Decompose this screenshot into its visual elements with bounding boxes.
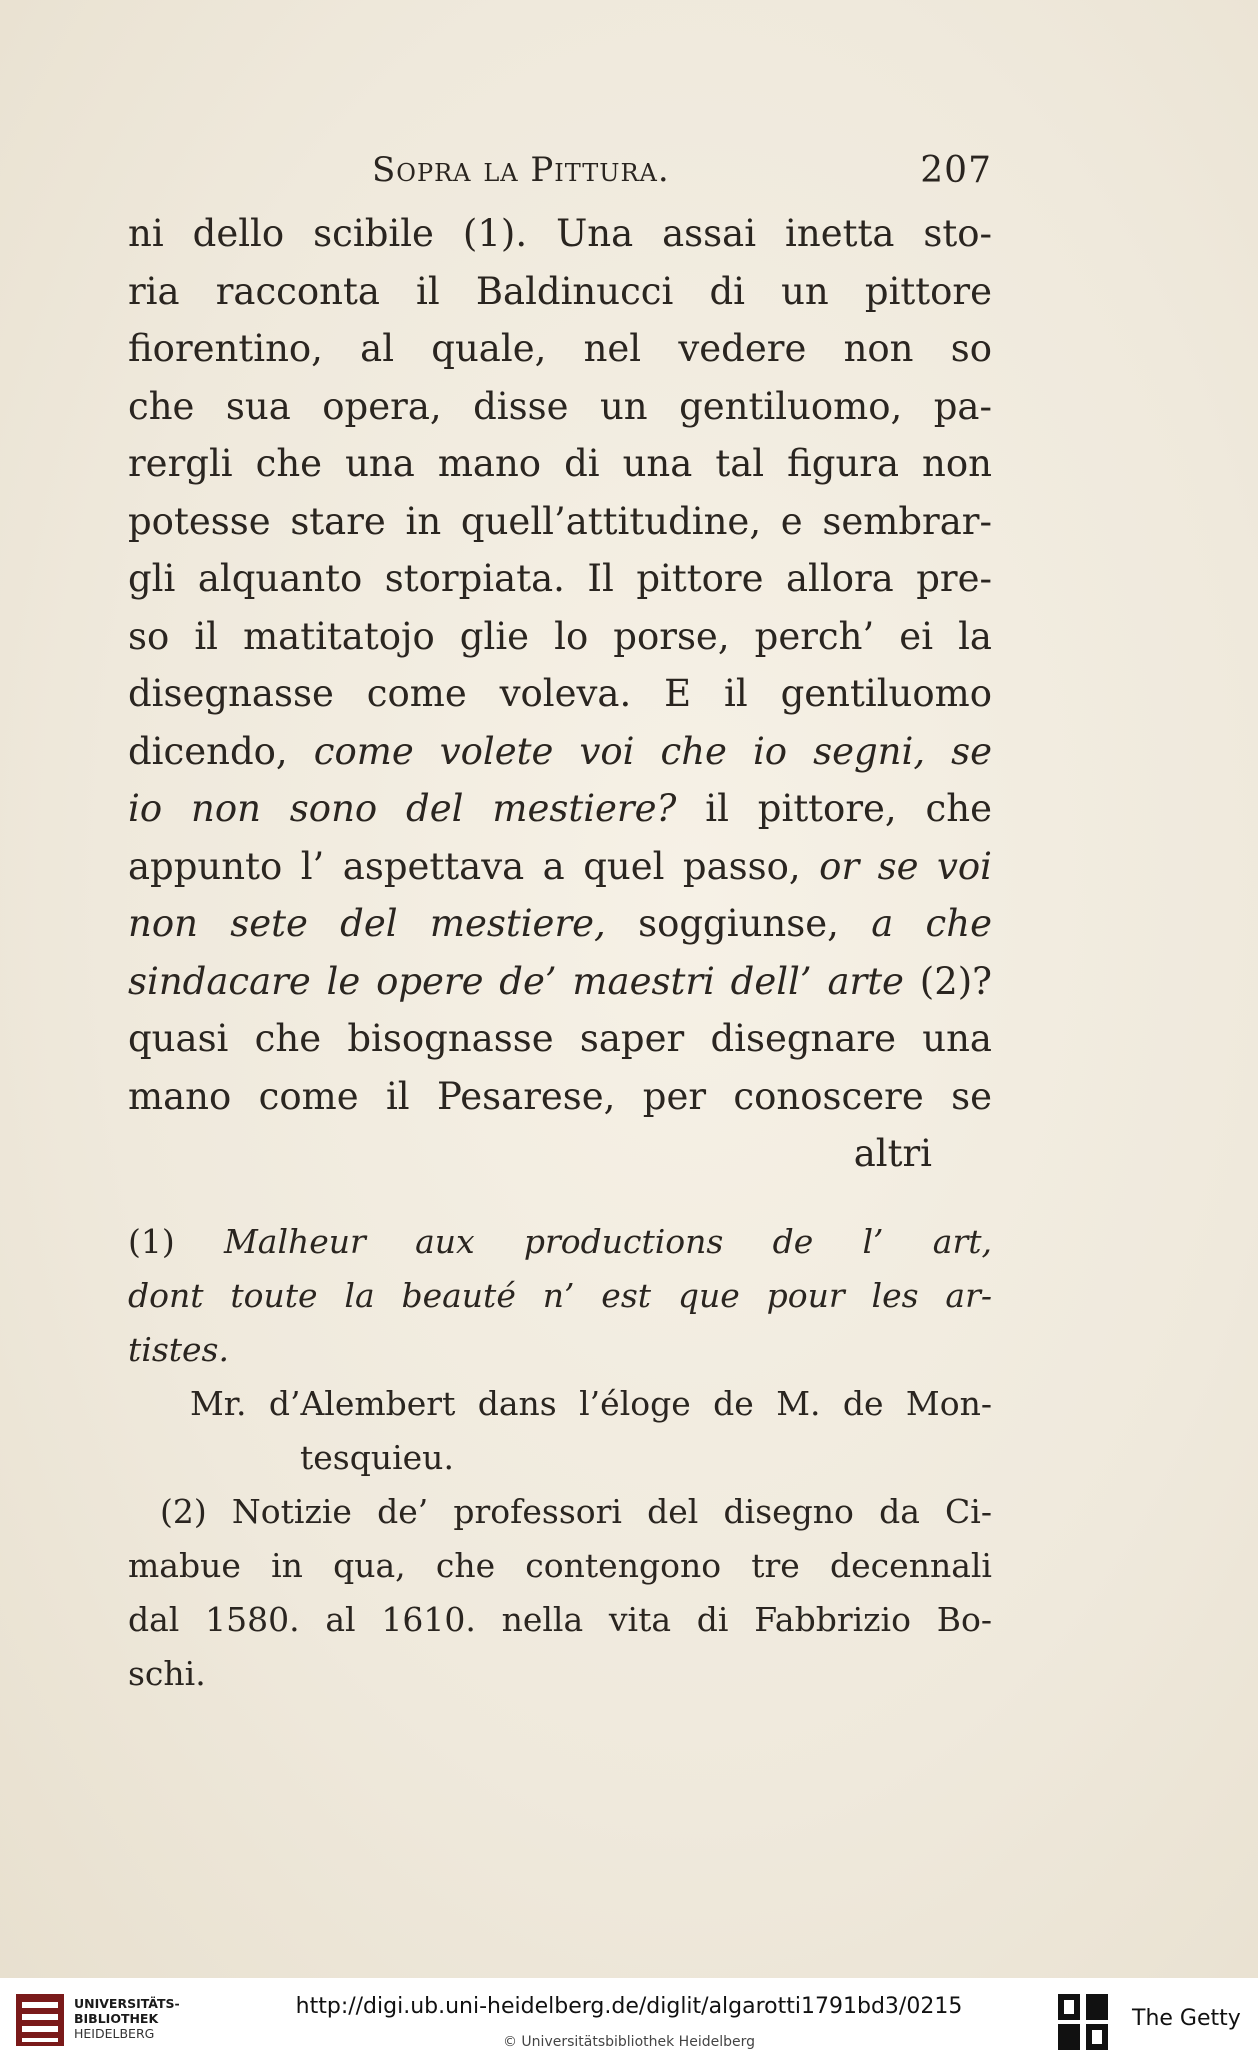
text-line: [128, 895, 992, 953]
getty-logo-icon: [1056, 1992, 1112, 2052]
text-line: [128, 723, 992, 781]
text-line: quasi che bisognasse saper disegnare una: [128, 1017, 992, 1060]
text-line: ria racconta il Baldinucci di un pittore: [128, 269, 992, 313]
footnote-line: [128, 1215, 992, 1269]
text-line: gli alquanto storpiata. Il pittore allora pre-: [128, 557, 992, 600]
italic-text: Malheur aux productions de l’ art,: [224, 1222, 992, 1261]
footnote-line: schi.: [128, 1654, 206, 1693]
italic-text: io non sono del mestiere?: [128, 787, 677, 830]
text-line: mano come il Pesarese, per conoscere se: [128, 1074, 992, 1118]
italic-text: tistes.: [128, 1330, 229, 1369]
footnote-line: (2) Notizie de’ professori del disegno da Ci-: [160, 1492, 992, 1531]
plain-text: soggiunse,: [638, 902, 839, 945]
text-line: che sua opera, disse un gentiluomo, pa-: [128, 384, 992, 428]
plain-text: dicendo,: [128, 729, 288, 773]
footnote-line: dal 1580. al 1610. nella vita di Fabbrizio Bo-: [128, 1600, 992, 1639]
library-line: HEIDELBERG: [74, 2026, 155, 2041]
text-line: [128, 780, 992, 838]
getty-name: The Getty: [1132, 2006, 1241, 2031]
footnote-line: mabue in qua, che contengono tre decennali: [128, 1546, 992, 1585]
plain-text: appunto l’ aspettava a quel passo,: [128, 844, 801, 888]
italic-text: sindacare le opere de’ maestri dell’ arte: [128, 959, 904, 1003]
text-line: potesse stare in quell’attitudine, e sembrar-: [128, 499, 992, 543]
library-line: BIBLIOTHEK: [74, 2011, 159, 2026]
footnote-line: [128, 1323, 992, 1377]
footnote-line: [128, 1269, 992, 1323]
page-header: [372, 150, 992, 200]
source-url-link[interactable]: http://digi.ub.uni-heidelberg.de/diglit/algarotti1791bd3/0215: [295, 1994, 963, 2019]
footer-bar: [0, 1978, 1258, 2068]
italic-text: come volete voi che io segni, se: [313, 729, 992, 773]
italic-text: a che: [871, 902, 992, 945]
footnote-line: tesquieu.: [300, 1438, 454, 1477]
copyright-notice: © Universitätsbibliothek Heidelberg: [502, 2034, 755, 2050]
text-line: [128, 953, 992, 1011]
footnotes: [128, 1215, 992, 1701]
page-number: 207: [920, 150, 992, 191]
main-text: [128, 205, 992, 1183]
footnote-line: Mr. d’Alembert dans l’éloge de M. de Mon-: [190, 1384, 992, 1423]
running-title: Sopra la Pittura.: [372, 150, 670, 190]
footnote-mark: (1): [128, 1222, 175, 1261]
text-line: fiorentino, al quale, nel vedere non so: [128, 327, 992, 370]
text-line: ni dello scibile (1). Una assai inetta sto-: [128, 212, 992, 255]
plain-text: il pittore, che: [705, 787, 993, 830]
library-line: UNIVERSITÄTS-: [74, 1996, 180, 2011]
text-line: rergli che una mano di una tal figura non: [128, 442, 992, 485]
text-line: so il matitatojo glie lo porse, perch’ ei la: [128, 614, 992, 658]
plain-text: (2)?: [919, 959, 993, 1003]
italic-text: non sete del mestiere,: [128, 902, 606, 945]
catchword: altri: [853, 1132, 932, 1175]
italic-text: or se voi: [819, 844, 992, 888]
text-line: [128, 838, 992, 896]
text-line: disegnasse come voleva. E il gentiluomo: [128, 672, 992, 715]
italic-text: dont toute la beauté n’ est que pour les ar-: [128, 1276, 992, 1315]
